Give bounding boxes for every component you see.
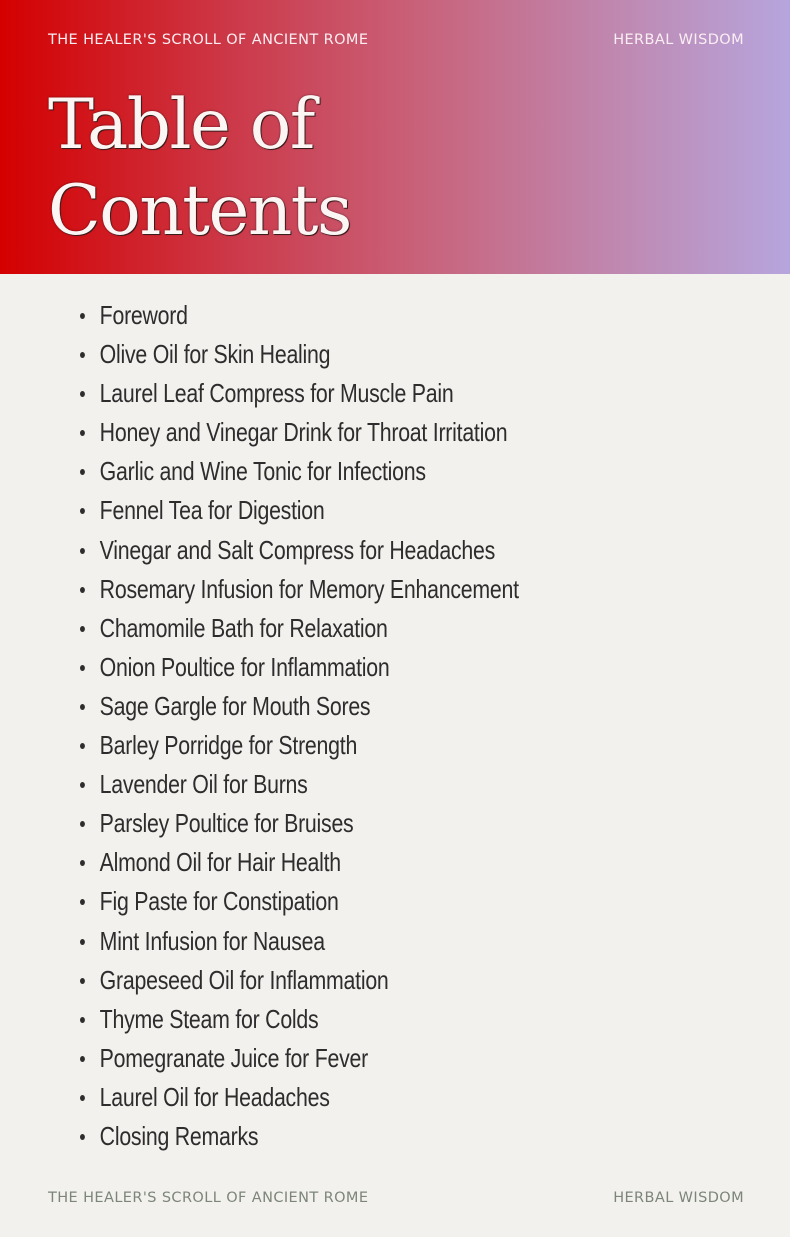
- bullet-icon: [80, 1095, 85, 1101]
- toc-entry[interactable]: [80, 452, 519, 491]
- toc-entry-label: Vinegar and Salt Compress for Headaches: [99, 534, 496, 565]
- toc-entry[interactable]: [80, 1039, 519, 1078]
- toc-entry[interactable]: [80, 1000, 519, 1039]
- footer-running-title: THE HEALER'S SCROLL OF ANCIENT ROME: [48, 1190, 369, 1206]
- footer-section-label: HERBAL WISDOM: [613, 1190, 744, 1206]
- bullet-icon: [80, 430, 85, 436]
- bullet-icon: [80, 626, 85, 632]
- bullet-icon: [80, 548, 85, 554]
- toc-entry[interactable]: [80, 804, 519, 843]
- bullet-icon: [80, 587, 85, 593]
- toc-entry[interactable]: [80, 687, 519, 726]
- toc-entry[interactable]: [80, 609, 519, 648]
- toc-entry-label: Lavender Oil for Burns: [99, 769, 308, 800]
- toc-entry-label: Sage Gargle for Mouth Sores: [99, 690, 371, 721]
- toc-entry-label: Thyme Steam for Colds: [99, 1003, 319, 1034]
- bullet-icon: [80, 1017, 85, 1023]
- toc-entry-label: Laurel Oil for Headaches: [99, 1081, 330, 1112]
- toc-entry[interactable]: [80, 726, 519, 765]
- toc-entry[interactable]: [80, 531, 519, 570]
- bullet-icon: [80, 469, 85, 475]
- toc-entry-label: Foreword: [99, 300, 188, 330]
- toc-entry-label: Garlic and Wine Tonic for Infections: [99, 456, 426, 487]
- bullet-icon: [80, 665, 85, 671]
- bullet-icon: [80, 352, 85, 358]
- toc-entry[interactable]: [80, 922, 519, 961]
- toc-entry-label: Honey and Vinegar Drink for Throat Irritation: [99, 417, 508, 448]
- toc-entry-label: Parsley Poultice for Bruises: [99, 808, 354, 839]
- bullet-icon: [80, 821, 85, 827]
- toc-entry[interactable]: [80, 961, 519, 1000]
- page-title: [48, 82, 351, 254]
- toc-entry-label: Mint Infusion for Nausea: [99, 925, 325, 956]
- toc-entry-label: Barley Porridge for Strength: [99, 730, 358, 761]
- toc-entry[interactable]: [80, 765, 519, 804]
- toc-entry[interactable]: [80, 648, 519, 687]
- bullet-icon: [80, 978, 85, 984]
- bullet-icon: [80, 391, 85, 397]
- bullet-icon: [80, 743, 85, 749]
- toc-entry[interactable]: [80, 1117, 519, 1156]
- bullet-icon: [80, 704, 85, 710]
- toc-entry[interactable]: [80, 1078, 519, 1117]
- toc-entry-label: Fig Paste for Constipation: [99, 886, 339, 917]
- toc-entry[interactable]: [80, 882, 519, 921]
- bullet-icon: [80, 508, 85, 514]
- toc-entry-label: Pomegranate Juice for Fever: [99, 1042, 368, 1073]
- toc-entry[interactable]: [80, 413, 519, 452]
- toc-entry[interactable]: [80, 843, 519, 882]
- bullet-icon: [80, 1134, 85, 1140]
- toc-entry-label: Almond Oil for Hair Health: [99, 847, 341, 878]
- header-running-title: THE HEALER'S SCROLL OF ANCIENT ROME: [48, 32, 369, 48]
- bullet-icon: [80, 939, 85, 945]
- toc-entry[interactable]: [80, 296, 519, 335]
- toc-entry-label: Closing Remarks: [99, 1120, 259, 1151]
- bullet-icon: [80, 860, 85, 866]
- toc-entry-label: Olive Oil for Skin Healing: [99, 339, 331, 370]
- toc-entry-label: Rosemary Infusion for Memory Enhancement: [99, 573, 519, 604]
- toc-entry[interactable]: [80, 374, 519, 413]
- header-banner: [0, 0, 790, 274]
- bullet-icon: [80, 782, 85, 788]
- toc-entry-label: Grapeseed Oil for Inflammation: [99, 964, 389, 995]
- toc-entry[interactable]: [80, 570, 519, 609]
- bullet-icon: [80, 1056, 85, 1062]
- title-line-1: Table of: [48, 85, 314, 165]
- toc-entry[interactable]: [80, 335, 519, 374]
- toc-entry-label: Fennel Tea for Digestion: [99, 495, 325, 526]
- toc-entry-label: Laurel Leaf Compress for Muscle Pain: [99, 378, 454, 409]
- bullet-icon: [80, 313, 85, 319]
- toc-entry-label: Chamomile Bath for Relaxation: [99, 612, 388, 643]
- toc-entry[interactable]: [80, 491, 519, 530]
- toc-entry-label: Onion Poultice for Inflammation: [99, 651, 390, 682]
- header-section-label: HERBAL WISDOM: [613, 32, 744, 48]
- title-line-2: Contents: [48, 171, 351, 251]
- table-of-contents-list: [80, 296, 615, 1156]
- bullet-icon: [80, 899, 85, 905]
